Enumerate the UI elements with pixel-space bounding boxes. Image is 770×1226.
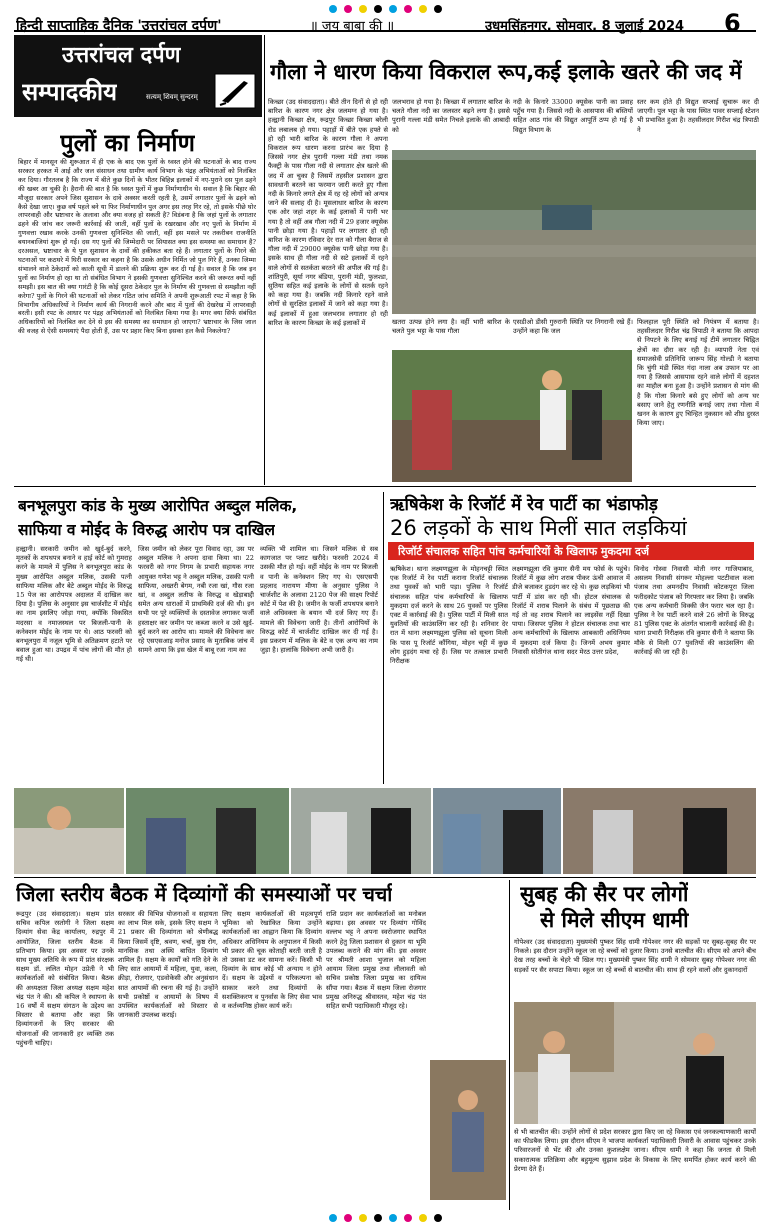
header-rule [14,30,756,32]
cm-caption: से भी बातचीत की। उन्होंने लोगों से प्रदेश सरकार द्वारा किए जा रहे विकास एवं जनकल्याणकारी कार्यों का फीडबैक लिया। इस दौरान सीएम ने भाजपा कार्यकर्ता पदाधिकारी तिवारी के आवास पहुंचकर उनके परिवारजनों से भेंट की और उनका कुशलक्षेम जाना। सीएम धामी ने कहा कि जनता से मिली सकारात्मक प्रतिक्रिया और बहुमूल्य सुझाव प्रदेश के विकास के लिए समर्पित होकर कार्य करने की प्रेरणा देते हैं। [514,1128,756,1173]
section-divider [14,486,756,487]
registration-dot [419,5,427,13]
divyang-col1: रूद्रपुर (उद संवाददाता)। सक्षम प्रांत सचिव कपिल रस्तोगी ने जिला सक्षम दिव्यांग सेवा केंद्र कार्यालय, रुद्रपुर में आयोजित, जिला स्तरीय बैठक में प्रतिभाग किया। इस अवसर पर उनके साथ मुख्य अतिथि के रूप में प्रांत संरक्षक सक्षम डॉ. ललित मोहन उप्रेती ने भी कार्यकर्ताओं को संबोधित किया। बैठक की अध्यक्षता जिला अध्यक्ष सक्षम महेश चंद्र पंत ने की। श्री कपिल ने स्थापना के 16 वर्षों में सक्षम संगठन के उद्देश्य का विस्तार से बताया और कहा कि दिव्यांगजनों के लिए सरकार की योजनाओं की जानकारी हर व्यक्ति तक पहुंचनी चाहिए। [16,910,114,1047]
divyang-col3: लिए सक्षम कार्यकर्ताओं की महत्वपूर्ण भूमिका को रेखांकित किया उन्होंने कार्यकर्ताओं का आह्वान किया कि दिव्यांग अधिकार अधिनियम के अनुपालन में किसी भी प्रकार की चूक कोताही बरती जाती है तो उसका डट कर सामना करें। किसी भी दिव्यांग के साथ कोई भी अन्याय न होने दें। सक्षम के उद्देश्यों व परिकल्पना को साकार करने तथा दिव्यांगों के सशक्तिकरण व पुनर्वास के लिए सेवा भाव व कर्तव्यनिष्ठ होकर कार्य करें। [222,910,322,1011]
registration-dot [404,1214,412,1222]
divyang-col4: राशि प्रदान कर कार्यकर्ताओं का मनोबल बढ़ाया। इस अवसर पर दिव्यांग गोविंद वल्लभ भट्ट ने अपना स्वरोजगार स्थापित करने हेतु जिला प्रशासन से दुकान या भूमि उपलब्ध कराने की मांग की। इस अवसर पर श्रीमती आशा भुजाल को महिला आयाम जिला प्रमुख तथा लीलावती को सचिव प्रकोष्ठ जिला प्रमुख का दायित्व सौंपा गया। बैठक में सक्षम जिला रोजगार प्रमुख अनिरुद्ध श्रीवास्तव, महेश चंद्र पंत सहित सभी पदाधिकारी मौजूद रहे। [326,910,426,1011]
cm-headline-2: से मिले सीएम धामी [540,908,689,932]
banbhoolpura-col1: हल्द्वानी। सरकारी जमीन को खुर्द-बुर्द करने, मृतकों के शपथपत्र बनाने व हाई कोर्ट को गुमराह करने के मामले में पुलिस ने बनभूलपुरा कांड के मुख्य आरोपित अब्दुल मलिक, उसकी पत्नी साफिया मलिक और बेटे अब्दुल मोईद के विरुद्ध 15 पेज का आरोपपत्र अदालत में दाखिल कर दिया है। पुलिस के अनुसार इस चार्जशीट में मोईद का नाम इसलिए जोड़ा गया, क्योंकि विकसित मदरसा व नमाजस्थल पर बिजली-पानी के कनेक्शन मोईद के नाम पर थे। आठ फरवरी को बनभूलपुरा में नजूल भूमि से अतिक्रमण हटाते पर बवाल हुआ था। उपद्रव में पांच लोगों की मौत हो गई थी। [16,545,132,664]
paper-name: हिन्दी साप्ताहिक दैनिक 'उत्तरांचल दर्पण' [16,18,222,34]
column-divider [383,492,384,784]
registration-dot [359,1214,367,1222]
registration-dot [344,5,352,13]
rishikesh-headline-1: ऋषिकेश के रिजॉर्ट में रेव पार्टी का भंडाफोड़ [390,495,658,515]
registration-dot [434,1214,442,1222]
divyang-headline: जिला स्तरीय बैठक में दिव्यांगों की समस्याओं पर चर्चा [16,883,393,906]
photo-cm-greeting-2 [291,788,431,874]
flood-col3: नदी के किनारे 33000 क्यूसेक पानी का प्रवाह पहुँच गया है। जिससे नदी के आसपास की बस्तियों सहित आठ गांव की विद्युत आपूर्ति ठप्प हो गई है विद्युत विभाग के [513,98,633,134]
cm-col1: गोपेश्वर (उद संवाददाता) मुख्यमंत्री पुष्कर सिंह धामी गोपेश्वर नगर की सड़कों पर सुबह-सुबह सैर पर निकले। इस दौरान उन्होंने स्कूल जा रहे बच्चों को दुलार किया। उनसे बातचीत की। सीएम को अपने बीच देख तरह बच्चों के चेहरे भी खिल गए। मुख्यमंत्री पुष्कर सिंह धामी ने सोमवार सुबह गोपेश्वर नगर की सड़कों पर सैर सपाटा किया। स्कूल जा रहे बच्चों से बातचीत की। साथ ही रहने वालों और दुकानदारों [514,938,756,974]
photo-cm-greeting-4 [563,788,756,874]
rishikesh-headline-2: 26 लड़कों के साथ मिलीं सात लड़कियां [390,516,687,540]
registration-dot [389,5,397,13]
cm-walk-image [514,1002,756,1124]
editorial-motto: सत्यम् शिवम् सुन्दरम् [146,93,198,101]
quill-pen-icon [214,73,256,109]
registration-dot [389,1214,397,1222]
registration-dot [419,1214,427,1222]
banbhoolpura-col3: व्यक्ति भी शामिल था। जिसने मलिक से सब कागजात पर प्लाट खरीदे। फरवरी 2024 में उसकी मौत हो गई। वहीं मोईद के नाम पर बिजली व पानी के कनेक्शन लिए गए थे। एसएसपी प्रहलाद नारायण मीणा के अनुसार पुलिस ने चार्जशीट के अलावा 2120 पेज की साक्ष्य रिपोर्ट कोर्ट में पेश की है। जमीन के फर्जी शपथपत्र बनाने वाले अधिवक्ता के बयान भी दर्ज किए गए हैं। मामले की विवेचना जारी है। तीनों आरोपियों के विरुद्ध कोर्ट में चार्जशीट दाखिल कर दी गई है। इस प्रकरण में मलिक के बेटे व एक अन्य का नाम जुड़ा है। हालांकि विवेचना अभी जारी है। [260,545,378,655]
banbhoolpura-headline-1: बनभूलपुरा कांड के मुख्य आरोपित अब्दुल मलिक, [18,497,298,515]
rishikesh-col3: विनोद गोस्वा निवासी मोती नगर गाजियाबाद, असलम निवासी संगरूर मोहल्ला पटटीवाल कला पंजाब तथा अमनदीप निवासी कोटकपूरा जिला फरीदकोट पंजाब को गिरफ्तार कर लिया है। जबकि एक अन्य कर्मचारी विक्की जैन फरार चल रहा है। पुलिस ने रेव पार्टी करने वाले 26 लोगों के विरुद्ध 81 पुलिस एक्ट के अंतर्गत चालानी कार्रवाई की है। थाना प्रभारी निरीक्षक रवि कुमार सैनी ने बताया कि मौके से मिली 07 युवतियों की काउंसलिंग की कार्रवाई की जा रही है। [634,565,754,656]
registration-dot [329,5,337,13]
flood-under1: खतरा उत्पन्न होने लगा है। वहीं भारी बारिश के चलते पुल भट्टा के पास गौला [392,318,510,336]
rishikesh-col1: ऋषिकेश। थाना लक्ष्मणझूला के मोहनचट्टी स्थित एक रिजॉर्ट में रेव पार्टी कराना रिजॉर्ट संचालक तथा युवकों को भारी पड़ा। पुलिस ने रिजॉर्ट संचालक सहित पांच कर्मचारियों के खिलाफ मुकदमा दर्ज करने के साथ 26 युवकों पर पुलिस एक्ट में कार्रवाई की है। पुलिस पार्टी में मिली सात युवतियों की काउंसलिंग कर रही है। शनिवार देर रात में थाना लक्ष्मणझूला पुलिस को सूचना मिली कि पास पू रिजॉर्ट कौंगिया, मोहन चट्टी में कुछ लोग हुड़दंग मचा रहे हैं। जिस पर तत्काल प्रभारी निरीक्षक [390,565,508,666]
flood-photo [392,150,756,314]
flood-inspection-photo [392,350,632,482]
photo-cm-greeting-3 [433,788,561,874]
page-number: 6 [724,9,741,37]
editorial-headline: पुलों का निर्माण [60,129,195,157]
banbhoolpura-headline-2: साफिया व मोईद के विरुद्ध आरोप पत्र दाखिल [18,521,275,539]
column-divider [509,880,510,1210]
rishikesh-col2: लक्ष्मणझूला रवि कुमार सैनी मय फोर्स के पहुंचे। रिजॉर्ट में कुछ लोग शराब पीकर ऊंची आवाज में डीजे बजाकर हुडदंग कर रहे थे। कुछ लड़कियां भी पार्टी में डांस कर रही थी। होटल संचालक से रिजॉर्ट में शराब पिलाने के संबंध में पूछताछ की गई तो वह शराब पिलाने का लाइसेंस नहीं दिखा पाया। जिसपर पुलिस ने होटल संचालक तथा चार अन्य कर्मचारियों के खिलाफ आबकारी अधिनियम में मुकदमा दर्ज किया है। जिनमें अभय कुमार निवासी सोतीगंज थाना सदर मेरठ उत्तर प्रदेश, [512,565,630,656]
photo-elder-man [14,788,124,874]
place-date: उधमसिंहनगर, सोमवार, 8 जुलाई 2024 [485,19,685,34]
rishikesh-subhead: रिजॉर्ट संचालक सहित पांच कर्मचारियों के खिलाफ मुकदमा दर्ज [398,545,650,558]
people-inspecting-image [392,350,632,482]
registration-dot [404,5,412,13]
section-divider [14,877,756,878]
registration-dot [374,5,382,13]
cm-photo-strip [14,788,756,874]
column-divider [264,35,265,485]
registration-dot [359,5,367,13]
flooded-area-image [392,150,756,314]
rishikesh-subhead-bar [388,542,754,560]
registration-dot [329,1214,337,1222]
flood-headline: गौला ने धारण किया विकराल रूप,कई इलाके खतरे की जद में [270,60,742,84]
registration-dot [344,1214,352,1222]
registration-dot [374,1214,382,1222]
divyang-meeting-photo [430,1060,506,1200]
divyang-col2: सरकार की विभिन्न योजनाओं व सहायता का लाभ मिल सके, इसके लिए सक्षम ने 21 प्रकार की दिव्यांगता को श्रेणीबद्ध किया जिसमें दृष्टि, श्रवण, चर्चा, कुष्ठ रोग, मानसिक तथा अस्थि बाधित दिव्यांग शामिल हैं। सक्षम के कार्यों को गति देने के लिए सात आयामों में महिला, युवा, कला, क्रीड़ा, रोजगार, एडवोकेसी और अनुसंधान सात आयामों की रचना की गई है। उन्होंने सभी प्रकोष्ठों व आयामों के विषय में उपस्थित कार्यकर्ताओं को विस्तार से जानकारी उपलब्ध कराई। [118,910,218,1020]
editorial-body: बिहार में मानसून की शुरूआत में ही एक के बाद एक पुलों के ध्वस्त होने की घटनाओं के बाद राज्य सरकार हरकत में आई और जल संसाधन तथा ग्रामीण कार्य विभाग के पंद्रह अभियंताओं को निलंबित कर दिया। गौरतलब है कि राज्य में बीते कुछ दिनों के भीतर बिहिन्न इलाकों में नए-पुराने दस पुल ढहने की खबर आ चुकी है। हैरानी की बात है कि ध्वस्त पुलों में कुछ निर्माणाधीन थे। सवाल है कि बिहार की मौजूदा सरकार अपने जिस सुशासन के दावे अक्सर करती रहती है, उसमें लगातार पुलों के ढहने को कैसे देखा जाए। कुछ वर्ष पहले बने या फिर निर्माणाधीन पुल अगर इस तरह गिर रहे, तो इसके पीछे घोर लापरवाही और भ्रष्टाचार के अलावा और क्या वजह हो सकती है? विडंबना है कि जहां पुलों के लगातार ढहने की जांच कर जरूरी कार्रवाई की जाती, वहीं पुलों के रखरखाव और नए पुलों के निर्माण में गुणवत्ता रखाव करके उनकी गुणवत्ता सुनिश्चित की जाती, वहीं इस मसले पर तकरीबन राजनीति बयानबाजियां शुरू हो गईं। दस गए पुलों की जिम्मेदारी पर सियासत क्या इस समस्या का समाधान है? दरअसल, भ्रष्टाचार के ये पुल सुशासन के दावों की हकीकत बता रहे हैं। लगातार पुलों के गिरने की घटनाओं पर कठघरे में घिरी सरकार का कहना है कि उसके अधीन निर्मित जो पुल गिरे हैं, उनका जिम्मा संभालने वाले ठेकेदारों को काली सूची में डालने की प्रक्रिया शुरू कर दी गई है। सवाल है कि जब इन पुलों का निर्माण हो रहा था तो संबंधित विभाग ने इसकी गुणवत्ता सुनिश्चित करने की जरूरत क्यों नहीं समझी। इस बात की क्या गारंटी है कि कोई दूसरा ठेकेदार पुल के निर्माण की गुणवत्ता से समझौता नहीं करेगा? पुलों के गिरने की घटनाओं को लेकर गठित जांच समिति ने अपनी शुरूआती रपट में कहा है कि विभागीय अधिकारियों ने निर्माण कार्य की निगरानी करने और बाद में पुलों की देखरेख में लापरवाही बरती। इसी रपट के आधार पर पंद्रह अभियंताओं को निलंबित किया गया है। मगर क्या सिर्फ संबंधित अधिकारियों को निलंबित कर देने से इस की समस्या का समाधान हो जाएगा? भ्रष्टाचार के जिस जाल की वजह से ऐसी समस्याएं पैदा होती हैं, उस पर प्रहार किए बिना इसका हल कैसे निकलेगा? [18,158,256,336]
color-registration-dots-bottom [240,1212,530,1224]
cm-headline-1: सुबह की सैर पर लोगों [520,882,689,906]
flood-col2: जलभराव हो गया है। किच्छा में लगातार बारिश के चलते गौला नदी का जलस्तर बढ़ने लगा है। इससे पुरानी गल्ला मंडी समेत निचले इलाके की आबादी को [392,98,510,134]
color-registration-dots-top [240,3,530,15]
cm-morning-walk-photo [514,1002,756,1124]
flood-right: फिलहाल पूरी स्थिति को नियंत्रण में बताया है। तहसीलदार गिरीश चंद्र त्रिपाठी ने बताया कि आपदा से निपटने के लिए बनाई गई टीमें लगातार चिह्नित क्षेत्रों का दौरा कर रही है। व्यापारी नेता एवं समाजसेवी प्रतिनिधि जारूप सिंह गोल्डी ने बताया कि चुंगी मंडी स्थित गंदा नाला अब उफान पर आ गया है जिससे आसपास रहने वाले लोगों में दहशत का माहौल बना हुआ है। उन्होंने प्रशासन से मांग की है कि गोला किनारे बसे हुए लोगों को अन्य घर बसाए जाने हेतु रणनीति बनाई जाए तथा गोला में खनन के कारण हुए चिन्हित नुकसान को शीघ्र दुरस्त किया जाए। [637,318,759,428]
flood-col4: स्तर कम होते ही विद्युत सप्लाई सुचारू कर दी जाएगी। पुल भट्टा के पास स्थित पावर सप्लाई स्टेशन भी प्रभावित हुआ है। तहसीलदार गिरीश चंद्र त्रिपाठी ने [637,98,759,134]
registration-dot [434,5,442,13]
editorial-banner-sub: सम्पादकीय [22,78,118,106]
flood-under2: एसडीओ डीसी गुरुरानी स्थिति पर निगरानी रखे हैं। उन्होंने कहा कि जल [513,318,633,336]
editorial-banner-title: उत्तरांचल दर्पण [62,43,181,68]
editorial-banner [14,35,262,117]
slogan: ॥ जय बाबा की ॥ [310,19,395,34]
flood-col1: किच्छा (उद संवाददाता)। बीते तीन दिनों से हो रही बारिश के कारण नगर क्षेत्र जलमग्न हो गया है। हल्द्वानी किच्छा क्षेत्र, रूद्रपुर किच्छा किच्छा बरेली रोड लबालब हो गया। पहाड़ों में बीते एक हफ्ते से हो रही भारी बारिश के कारण गौला ने अपना विकराल रूप धारण करना प्रारंभ कर दिया है जिससे नगर क्षेत्र पुरानी गल्ला मंडी तथा नमक फैक्ट्री के पास गौला नदी से लगातार क्षेत्र खतरे की जद में आ चुका है जिसमें तहसील प्रशासन द्वारा सावधानी बरतने का फरमान जारी करते हुए गौला नदी के किनारे लगते क्षेत्र में रह रहे लोगों को अन्यत्र जाने की सलाह दी है। मूसलाधार बारिश के कारण एक ओर जहां शहर के कई इलाकों में पानी भर गया है तो वहीं अब गौला नदी में 29 हजार क्यूसेक पानी छोड़ा गया है। पहाड़ों पर लगातार हो रही बारिश के कारण रविवार देर रात को गौला बैराज से गौला नदी में 29000 क्यूसेक पानी छोड़ा गया है। इसके साथ ही गौला नदी से सटे इलाकों में रहने वाले लोगों से सतर्कता बरतने की अपील की गई है। शांतिपुरी, सूर्या नगर बंडिया, पुरानी मंडी, फुलश्डा, सुतिया सहित कई इलाके के लोगों से सतर्क रहने को कहा गया है। जबकि नदी किनारे रहने वाले लोगों से सुरक्षित इलाकों में जाने को कहा गया है। कई इलाकों में हुआ जलभराव लगातार हो रही बारिश के कारण किच्छा के कई इलाकों में [268,98,388,327]
photo-cm-greeting-1 [126,788,290,874]
meeting-image [430,1060,506,1200]
banbhoolpura-col2: जिस जमीन को लेकर पूरा विवाद रहा, उस पर अब्दुल मलिक ने अपना दावा किया था। 22 फरवरी को नगर निगम के प्रभारी सहायक नगर आयुक्त गणेश भट्ट ने अब्दुल मलिक, उसकी पत्नी साफिया, अख्तरी बेगम, नबी रजा खां, गौस रजा खां, व अब्दुल लतीफ के विरुद्ध व खेड़ाबाद्दी समेत अन्य धाराओं में प्राथमिकी दर्ज की थी। इन सभी पर पूरे व्यक्तियों के दस्तावेज लगाकर फर्जी हस्ताक्षर कर जमीन पर कब्जा करने व उसे खुर्द-बुर्द करने का आरोप था। मामले की विवेचना कर रहे एसएसआइ मनोज प्रसाद के मुताबिक जांच में सामने आया कि इस खेल में बाबू रजा नाम का [138,545,254,655]
